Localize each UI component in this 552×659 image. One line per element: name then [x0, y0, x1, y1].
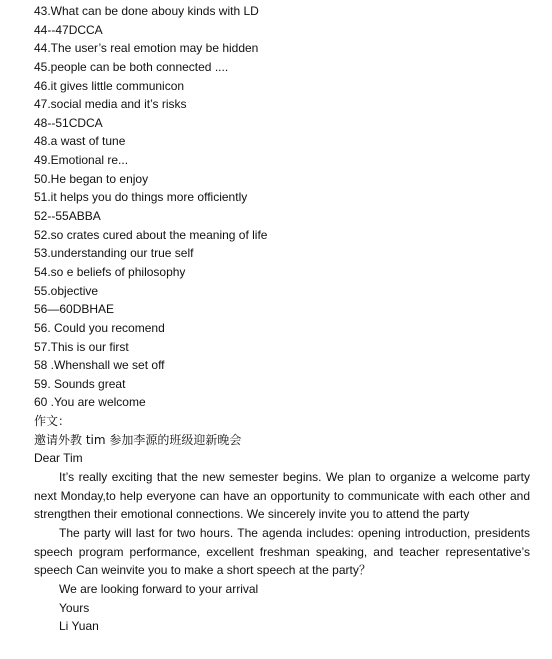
answer-line-48: 48.a wast of tune [34, 134, 126, 149]
answer-line-49: 49.Emotional re... [34, 153, 129, 168]
answer-line-59: 59. Sounds great [34, 376, 126, 391]
letter-signature: Li Yuan [59, 619, 99, 634]
answer-line-54: 54.so e beliefs of philosophy [34, 264, 186, 279]
answer-line-52: 52.so crates cured about the meaning of life [34, 227, 268, 242]
answer-line-45: 45.people can be both connected .... [34, 59, 229, 74]
answer-line-56: 56. Could you recomend [34, 320, 165, 335]
answer-line-51: 51.it helps you do things more officiently [34, 190, 248, 205]
letter-paragraph-2: The party will last for two hours. The agenda includes: opening introduction, presidents speech program performance, excellent freshman speaking, and teacher representative’s speech Can weinvite you to make a short speech at the party？ [34, 525, 530, 578]
answer-line-47: 47.social media and it’s risks [34, 97, 187, 112]
answer-line-55: 55.objective [34, 283, 99, 298]
answer-line-50: 50.He began to enjoy [34, 171, 149, 186]
answer-line-53: 53.understanding our true self [34, 246, 194, 261]
answer-line-60: 60 .You are welcome [34, 395, 146, 410]
answer-key-48-51: 48--51CDCA [34, 115, 103, 130]
answer-key-56-60: 56—60DBHAE [34, 302, 115, 317]
answer-line-46: 46.it gives little communicon [34, 78, 185, 93]
essay-prompt: 邀请外教 tim 参加李源的班级迎新晚会 [34, 432, 242, 447]
letter-sign-off: Yours [59, 600, 90, 615]
letter-closing-line: We are looking forward to your arrival [59, 581, 259, 596]
letter-paragraph-1: It’s really exciting that the new semester begins. We plan to organize a welcome party next Monday,to help everyone can have an opportunity to communicate with each other and strengthen their emotional connections. We sincerely invite you to attend the party [34, 470, 530, 522]
answer-line-57: 57.This is our first [34, 339, 129, 354]
essay-label: 作文： [34, 414, 71, 429]
letter-greeting: Dear Tim [34, 451, 83, 466]
answer-key-44-47: 44--47DCCA [34, 22, 103, 37]
answer-line-58: 58 .Whenshall we set off [34, 358, 165, 373]
answer-line-44: 44.The user’s real emotion may be hidden [34, 41, 259, 56]
answer-key-52-55: 52--55ABBA [34, 209, 101, 224]
answer-line-43: 43.What can be done abouy kinds with LD [34, 4, 259, 18]
essay-section [34, 412, 530, 636]
answer-list [34, 2, 530, 412]
